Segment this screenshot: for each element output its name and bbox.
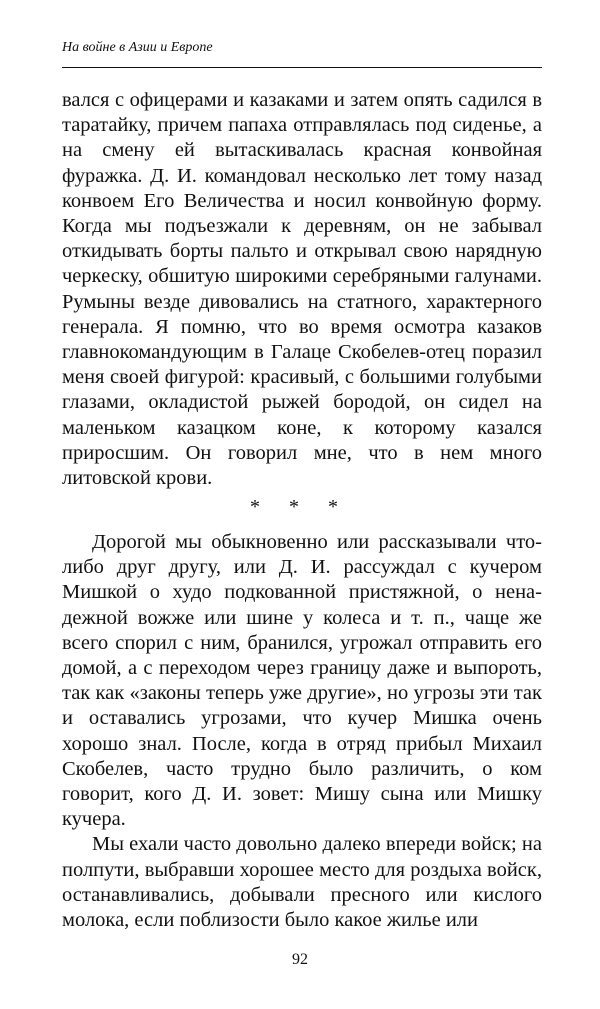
text-block-bottom [62, 530, 542, 933]
paragraph-dorogoy: Дорогой мы обыкновенно или рассказывали что-либо друг другу, или Д. И. рассуждал с кучером Мишкой о худо подкованной пристяжной, о ненадежной вожже или шине у колеса и т. п., чаще же всего спорил с ним, бранился, угрожал отправить его домой, а с переходом через границу даже и выпороть, так как «законы теперь уже другие», но угрозы эти так и оставались угрозами, что кучер Мишка очень хорошо знал. После, когда в отряд прибыл Михаил Скобелев, часто трудно было различить, о ком говорит, кого Д. И. зовет: Мишу сына или Мишку кучера. [62, 531, 542, 831]
text-block-top [62, 88, 542, 491]
running-head: На войне в Азии и Европе [62, 40, 213, 55]
paragraph-my-ehali: Мы ехали часто довольно далеко впереди войск; на полпути, выбравши хорошее место для роздыха войск, останавливались, добывали пресного или кислого молока, если поблизости было какое жилье или [62, 833, 542, 932]
page-number: 92 [292, 951, 308, 968]
section-separator: * * * [250, 496, 350, 518]
header-rule [62, 67, 542, 68]
paragraph-continued: вался с офицерами и казаками и затем опять садился в таратайку, причем папаха отправлялась под сиденье, а на смену ей вытаскивалась красная конвойная фуражка. Д. И. командовал несколько лет тому назад конвоем Его Величества и носил конвойную форму. Когда мы подъезжали к деревням, он не забывал откидывать борты пальто и открывал свою нарядную черкеску, обшитую широкими серебряными галунами. Румыны везде дивовались на статного, характерного генерала. Я помню, что во время осмотра казаков главнокомандующим в Галаце Скобелев-отец поразил меня своей фигурой: красивый, с большими голубыми глазами, окладистой рыжей бородой, он сидел на маленьком казацком коне, к которому казался приросшим. Он говорил мне, что в нем много литовской крови. [62, 89, 542, 490]
